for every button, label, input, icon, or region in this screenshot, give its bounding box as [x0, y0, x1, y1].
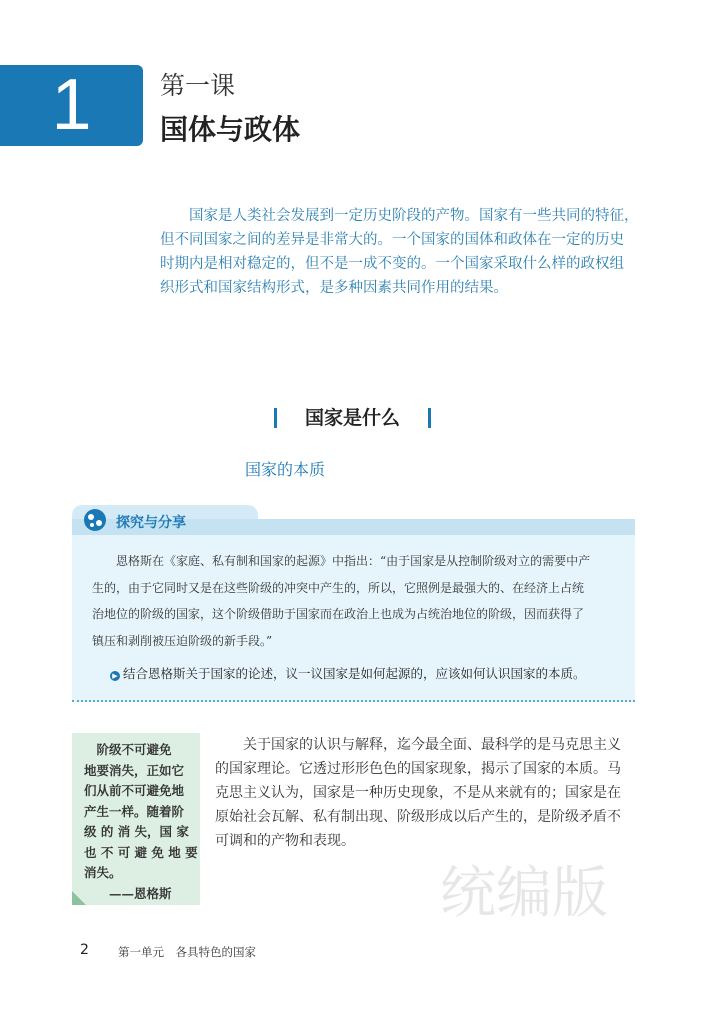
quote-line: 生的，由于它同时又是在这些阶级的冲突中产生的，所以，它照例是最强大的、在经济上占统	[92, 580, 585, 595]
question-text: 结合恩格斯关于国家的论述，议一议国家是如何起源的，应该如何认识国家的本质。	[123, 666, 586, 681]
main-line: 关于国家的认识与解释，迄今最全面、最科学的是马克思主义	[215, 737, 621, 753]
unit-title: 第一单元 各具特色的国家	[118, 945, 256, 959]
intro-line: 织形式和国家结构形式，是多种因素共同作用的结果。	[160, 280, 508, 296]
main-line: 克思主义认为，国家是一种历史现象，不是从来就有的；国家是在	[215, 785, 621, 801]
heading-bar-left	[274, 408, 277, 428]
sidebar-line: 地要消失，正如它	[84, 762, 185, 778]
explore-label: 探究与分享	[116, 515, 186, 531]
sidebar-line: 产生一样。随着阶	[84, 803, 185, 819]
intro-line: 时期内是相对稳定的，但不是一成不变的。一个国家采取什么样的政权组	[160, 256, 624, 272]
sidebar-line: 级 的 消 失，国 家	[84, 824, 189, 839]
intro-line: 国家是人类社会发展到一定历史阶段的产物。国家有一些共同的特征，	[160, 208, 639, 224]
section-heading: 国家是什么	[304, 407, 400, 429]
main-line: 原始社会瓦解、私有制出现、阶级形成以后产生的，是阶级矛盾不	[215, 809, 621, 825]
heading-bar-right	[428, 408, 431, 428]
sidebar-line: 消失。	[84, 865, 122, 880]
page-number: 2	[80, 942, 89, 958]
main-line: 可调和的产物和表现。	[215, 833, 355, 849]
sidebar-attribution: ——恩格斯	[84, 885, 172, 901]
sidebar-line: 们从前不可避免地	[84, 783, 185, 798]
engels-quote	[92, 548, 632, 654]
subheading: 国家的本质	[245, 460, 326, 479]
quote-line: 镇压和剥削被压迫阶级的新手段。”	[92, 633, 273, 648]
sidebar-line: 也 不 可 避 免 地 要	[84, 844, 198, 860]
watermark: 统编版	[440, 861, 608, 926]
sidebar-quote-text	[84, 740, 198, 904]
main-paragraph	[215, 733, 640, 853]
quote-line: 恩格斯在《家庭、私有制和国家的起源》中指出：“由于国家是从控制阶级对立的需要中产	[92, 554, 591, 568]
main-line: 的国家理论。它透过形形色色的国家现象，揭示了国家的本质。马	[215, 761, 621, 777]
intro-line: 但不同国家之间的差异是非常大的。一个国家的国体和政体在一定的历史	[160, 232, 624, 248]
lesson-title: 国体与政体	[160, 113, 301, 146]
intro-paragraph	[160, 204, 640, 300]
lesson-number-block: 1	[0, 65, 143, 146]
discussion-question	[110, 664, 586, 682]
quote-line: 治地位的阶级的国家，这个阶级借助于国家而在政治上也成为占统治地位的阶级，因而获得了	[92, 607, 585, 621]
sidebar-line: 阶级不可避免	[84, 742, 172, 757]
explore-icon	[84, 509, 106, 531]
lesson-label: 第一课	[160, 71, 236, 100]
arrow-bullet-icon: ▶	[110, 671, 120, 681]
